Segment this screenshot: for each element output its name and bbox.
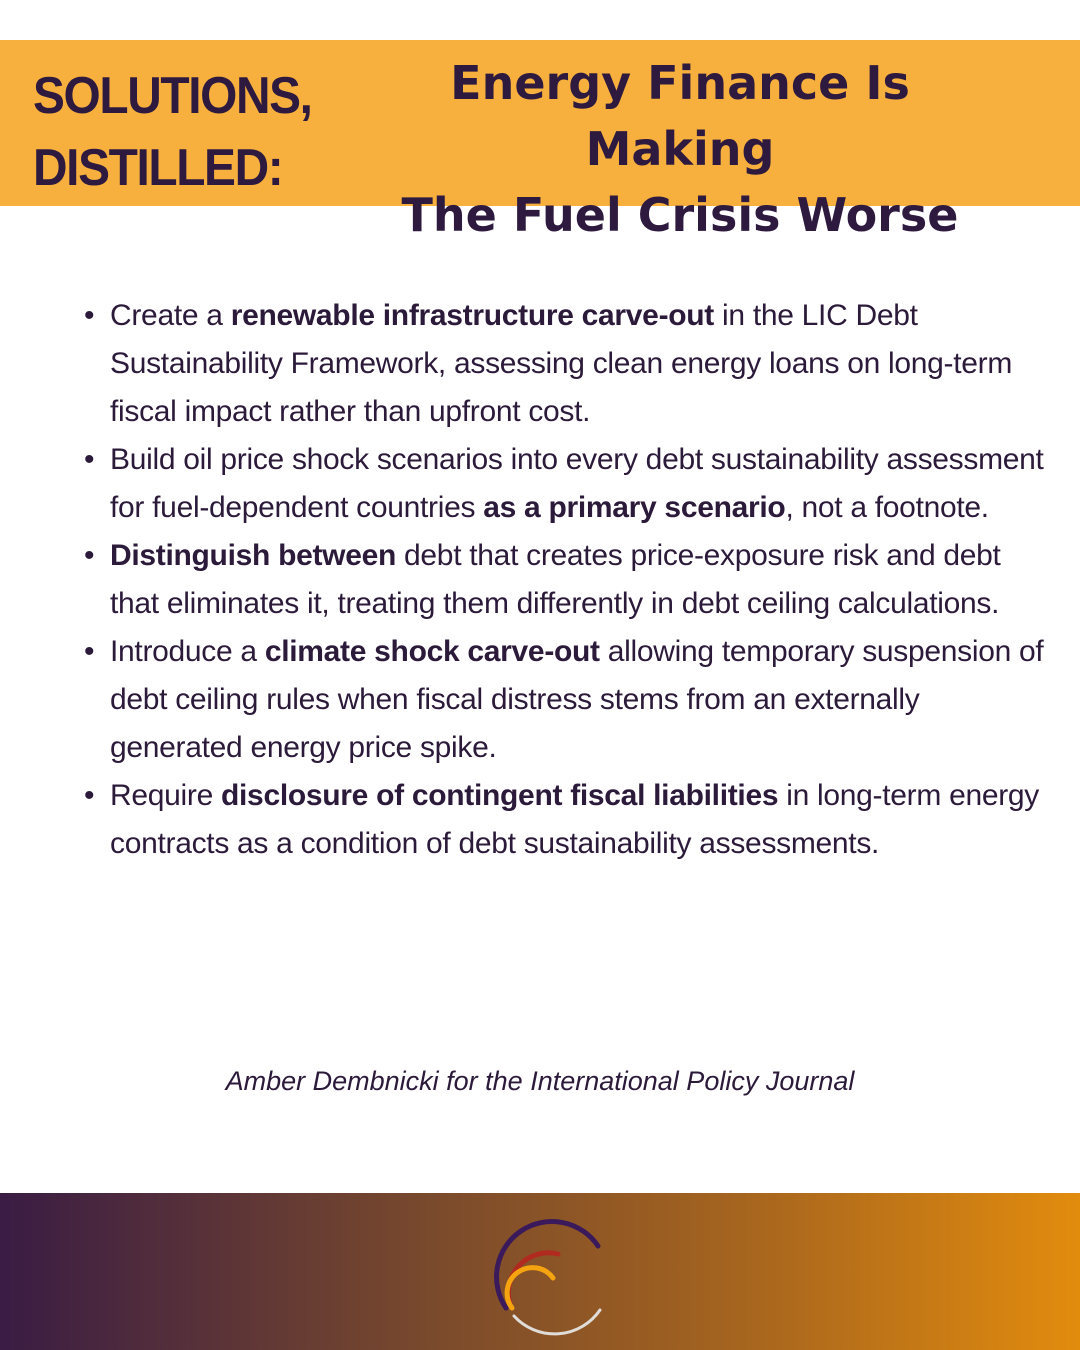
text: allowing temporary suspension of debt ceiling rules when fiscal distress stems from an externally generated energy price spike. (110, 635, 1044, 764)
page-title (350, 50, 1010, 248)
list-item (80, 292, 1055, 436)
list-item (80, 772, 1055, 868)
text: Create a (110, 299, 231, 332)
emphasis: disclosure of contingent fiscal liabilities (221, 779, 779, 812)
text: in long-term energy contracts as a condition of debt sustainability assessments. (110, 779, 1040, 860)
author-credit: Amber Dembnicki for the International Policy Journal (225, 1066, 855, 1096)
bullet-icon: • (84, 635, 95, 668)
bullet-icon: • (84, 299, 95, 332)
bullet-icon: • (84, 443, 95, 476)
text: , not a footnote. (785, 491, 989, 524)
list-item (80, 436, 1055, 532)
solutions-list (80, 292, 1055, 868)
bullet-icon: • (84, 779, 95, 812)
journal-logo-icon (490, 1208, 610, 1338)
header-banner (0, 40, 1080, 242)
text: Build oil price shock scenarios into every debt sustainability assessment for fuel-dependent countries (110, 443, 1044, 524)
kicker-line: SOLUTIONS, (33, 67, 312, 125)
emphasis: climate shock carve-out (264, 635, 600, 668)
text: debt that creates price-exposure risk and debt that eliminates it, treating them differently in debt ceiling calculations. (110, 539, 1001, 620)
text: in the LIC Debt Sustainability Framework, assessing clean energy loans on long-term fiscal impact rather than upfront cost. (110, 299, 1013, 428)
emphasis: Distinguish between (110, 539, 396, 572)
text: Introduce a (110, 635, 265, 668)
emphasis: as a primary scenario (483, 491, 786, 524)
emphasis: renewable infrastructure carve-out (230, 299, 714, 332)
title-line: The Fuel Crisis Worse (401, 188, 959, 242)
footer-band (0, 1193, 1080, 1350)
list-item (80, 628, 1055, 772)
title-line: Energy Finance Is Making (450, 56, 910, 176)
bullet-icon: • (84, 539, 95, 572)
kicker-line: DISTILLED: (33, 139, 283, 197)
list-item (80, 532, 1055, 628)
section-kicker (33, 60, 312, 204)
text: Require (110, 779, 221, 812)
